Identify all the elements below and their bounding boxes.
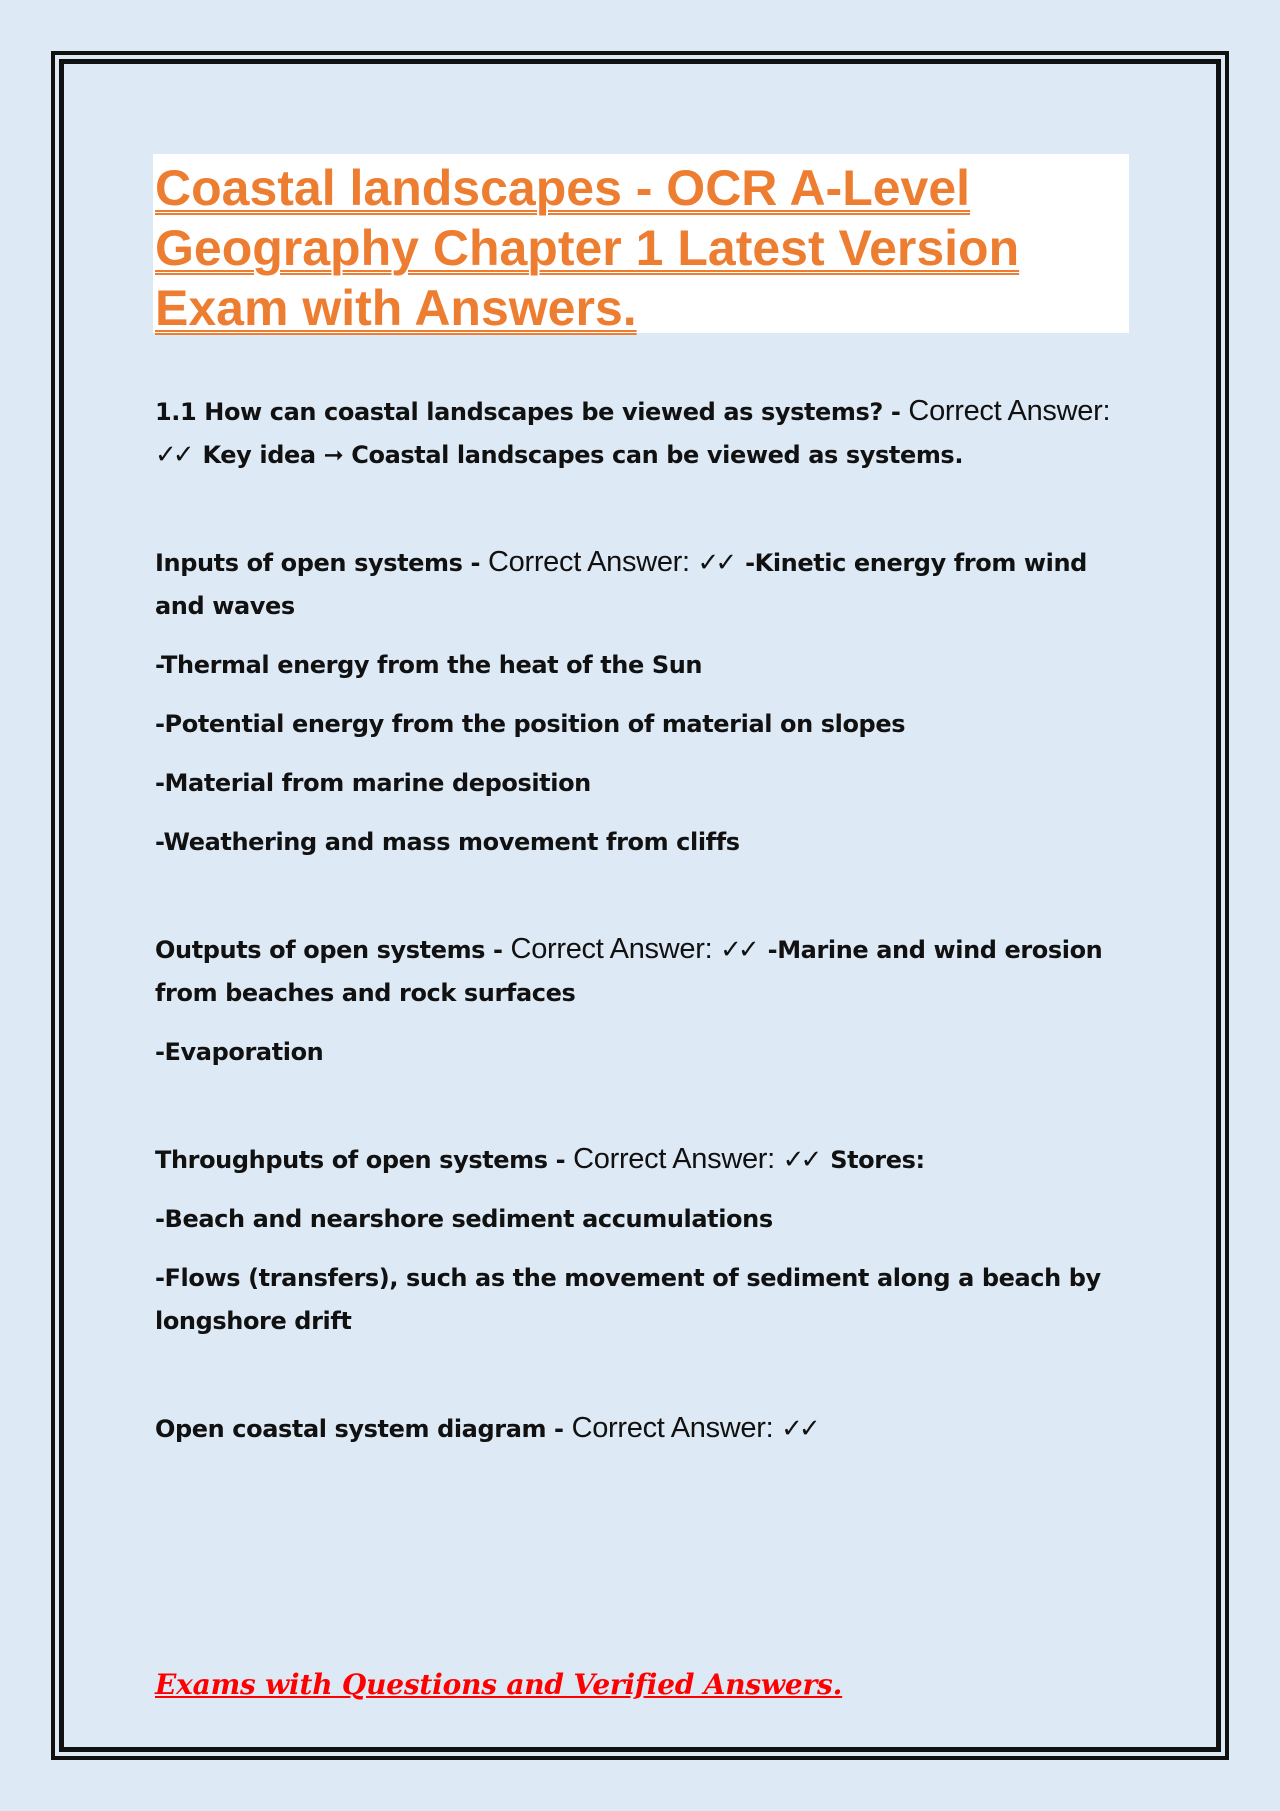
qa-item-4: Throughputs of open systems - Correct Answer: ✓✓ Stores: -Beach and nearshore sediment accumulations -Flows (transfers), such as the movement of sediment along a beach by longshore drift xyxy=(155,1138,1115,1343)
question-text: Throughputs of open systems - xyxy=(155,1146,574,1174)
question-text: 1.1 How can coastal landscapes be viewed as systems? - xyxy=(155,398,909,426)
question-text: Open coastal system diagram - xyxy=(155,1415,572,1443)
qa-item-2: Inputs of open systems - Correct Answer: ✓✓ -Kinetic energy from wind and waves -Thermal energy from the heat of the Sun -Potential energy from the position of material on slopes -Material from marine deposition -Weathering and mass movement from cliffs xyxy=(155,541,1115,864)
double-check-icon: ✓✓ xyxy=(720,935,756,965)
answer-text: Key idea ➞ Coastal landscapes can be viewed as systems. xyxy=(194,441,964,469)
correct-answer-label: Correct Answer xyxy=(488,546,683,578)
answer-line: -Evaporation xyxy=(155,1038,324,1066)
answer-line: -Thermal energy from the heat of the Sun xyxy=(155,651,703,679)
correct-answer-label: Correct Answer xyxy=(510,933,705,965)
double-check-icon: ✓✓ xyxy=(155,440,191,470)
question-text: Outputs of open systems - xyxy=(155,936,511,964)
answer-line: -Potential energy from the position of material on slopes xyxy=(155,710,906,738)
footer-tagline: Exams with Questions and Verified Answers. xyxy=(155,1668,843,1701)
answer-text: Stores: xyxy=(822,1146,925,1174)
answer-text: -Kinetic energy from wind and waves xyxy=(155,549,1087,620)
answer-line: -Flows (transfers), such as the movement of sediment along a beach by longshore drift xyxy=(155,1264,1101,1335)
answer-line: -Beach and nearshore sediment accumulations xyxy=(155,1205,773,1233)
double-check-icon: ✓✓ xyxy=(782,1145,819,1175)
correct-answer-label: Correct Answer xyxy=(573,1143,768,1175)
correct-answer-label: Correct Answer xyxy=(908,395,1103,427)
title-box xyxy=(153,154,1129,336)
double-check-icon: ✓✓ xyxy=(697,548,734,578)
document-title: Coastal landscapes - OCR A-Level Geography Chapter 1 Latest Version Exam with Answers. xyxy=(155,160,1020,336)
qa-item-3: Outputs of open systems - Correct Answer: ✓✓ -Marine and wind erosion from beaches and rock surfaces -Evaporation xyxy=(155,928,1115,1074)
correct-answer-label: Correct Answer xyxy=(571,1412,766,1444)
answer-line: -Material from marine deposition xyxy=(155,769,591,797)
answer-text: -Marine and wind erosion from beaches and rock surfaces xyxy=(155,936,1103,1007)
qa-item-1: 1.1 How can coastal landscapes be viewed as systems? - Correct Answer: ✓✓ Key idea ➞ Coastal landscapes can be viewed as systems. xyxy=(155,395,1111,470)
answer-line: -Weathering and mass movement from cliffs xyxy=(155,828,740,856)
qa-item-5: Open coastal system diagram - Correct Answer: ✓✓ xyxy=(155,1412,817,1444)
double-check-icon: ✓✓ xyxy=(781,1414,817,1444)
question-text: Inputs of open systems - xyxy=(155,549,488,577)
qa-content xyxy=(155,390,1115,1451)
